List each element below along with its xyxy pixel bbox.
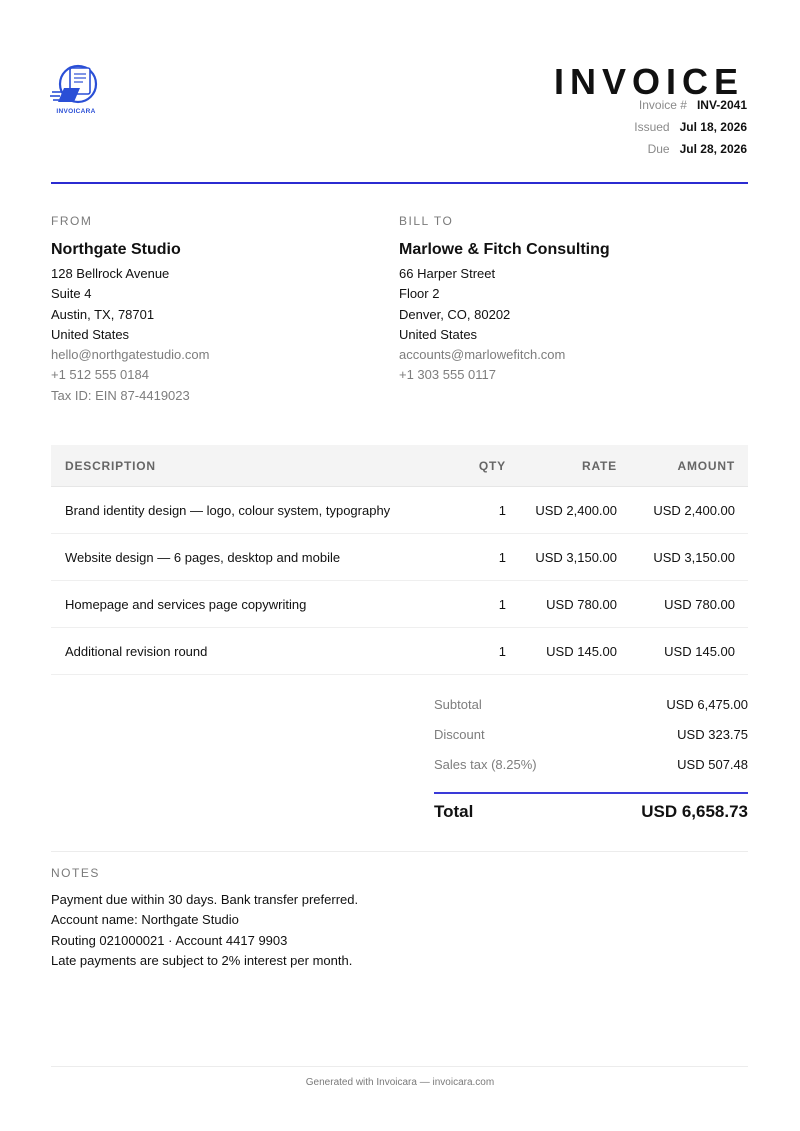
- bill-to-address-line: Denver, CO, 80202: [399, 306, 511, 322]
- row-description: Homepage and services page copywriting: [65, 596, 307, 612]
- header-amount: AMOUNT: [677, 458, 735, 473]
- header-qty: QTY: [478, 458, 506, 473]
- from-address-line: Suite 4: [51, 286, 92, 302]
- row-rate: USD 3,150.00: [535, 549, 617, 565]
- invoice-meta: [497, 98, 747, 164]
- from-address-line: United States: [51, 326, 130, 342]
- notes-divider: [51, 851, 748, 852]
- total-divider: [434, 792, 748, 794]
- tax-row: [434, 750, 748, 780]
- bill-to-label: BILL TO: [399, 214, 454, 228]
- line-items-table: [51, 445, 748, 675]
- issued-label: Issued: [634, 120, 670, 134]
- bill-to-address-line: 66 Harper Street: [399, 266, 496, 281]
- subtotal-value: USD 6,475.00: [666, 697, 748, 712]
- grand-total-row: [434, 802, 748, 822]
- from-label: FROM: [51, 214, 93, 228]
- row-rate: USD 145.00: [546, 643, 617, 659]
- invoice-number-row: [497, 98, 747, 120]
- bill-to-address-line: Floor 2: [399, 286, 440, 302]
- from-name: Northgate Studio: [51, 241, 181, 258]
- notes-label: NOTES: [51, 866, 100, 880]
- from-address-line: Austin, TX, 78701: [51, 306, 155, 322]
- from-phone: +1 512 555 0184: [51, 367, 149, 383]
- row-description: Brand identity design — logo, colour system, typography: [65, 502, 391, 518]
- bill-to-name: Marlowe & Fitch Consulting: [399, 241, 610, 258]
- from-email: hello@northgatestudio.com: [51, 347, 210, 363]
- due-date: Jul 28, 2026: [679, 142, 747, 156]
- brand-logo: [50, 62, 102, 118]
- issued-row: [497, 120, 747, 142]
- row-qty: 1: [498, 643, 506, 659]
- subtotal-label: Subtotal: [434, 697, 482, 712]
- discount-label: Discount: [434, 727, 485, 742]
- from-section: [51, 214, 371, 406]
- header-description: DESCRIPTION: [65, 458, 156, 473]
- notes-line: Account name: Northgate Studio: [51, 912, 239, 928]
- invoice-title: INVOICE: [553, 61, 744, 102]
- total-label: Total: [434, 802, 474, 821]
- invoice-number: INV-2041: [696, 98, 747, 112]
- table-row: [51, 534, 748, 581]
- notes-line: Late payments are subject to 2% interest per month.: [51, 952, 353, 968]
- notes-section: [51, 866, 651, 971]
- tax-value: USD 507.48: [677, 757, 748, 772]
- due-row: [497, 142, 747, 164]
- discount-row: [434, 720, 748, 750]
- row-amount: USD 2,400.00: [653, 502, 735, 518]
- invoice-logo-icon: [50, 62, 102, 108]
- bill-to-address-line: United States: [399, 326, 478, 342]
- tax-label: Sales tax (8.25%): [434, 757, 537, 772]
- table-row: [51, 628, 748, 675]
- table-header: [51, 445, 748, 487]
- notes-line: Payment due within 30 days. Bank transfer preferred.: [51, 892, 359, 907]
- bill-to-email: accounts@marlowefitch.com: [399, 347, 566, 363]
- footer-divider: [51, 1066, 748, 1067]
- row-description: Additional revision round: [65, 643, 208, 659]
- row-qty: 1: [498, 502, 506, 518]
- row-rate: USD 780.00: [546, 596, 617, 612]
- issued-date: Jul 18, 2026: [679, 120, 747, 134]
- header-divider: [51, 182, 748, 184]
- table-row: [51, 581, 748, 628]
- footer-text: Generated with Invoicara — invoicara.com: [305, 1077, 495, 1088]
- header-rate: RATE: [582, 458, 617, 473]
- table-row: [51, 487, 748, 534]
- row-description: Website design — 6 pages, desktop and mobile: [65, 549, 341, 565]
- bill-to-section: [399, 214, 719, 386]
- total-value: USD 6,658.73: [641, 802, 748, 821]
- row-amount: USD 3,150.00: [653, 549, 735, 565]
- from-address-line: 128 Bellrock Avenue: [51, 266, 170, 281]
- row-rate: USD 2,400.00: [535, 502, 617, 518]
- discount-value: USD 323.75: [677, 727, 748, 742]
- invoice-number-label: Invoice #: [638, 98, 687, 112]
- row-qty: 1: [498, 596, 506, 612]
- brand-logo-text: INVOICARA: [56, 108, 96, 115]
- row-qty: 1: [498, 549, 506, 565]
- subtotal-row: [434, 690, 748, 720]
- totals-section: [434, 690, 748, 780]
- row-amount: USD 145.00: [664, 643, 735, 659]
- from-tax-id: Tax ID: EIN 87-4419023: [51, 387, 190, 403]
- due-label: Due: [647, 142, 670, 156]
- notes-line: Routing 021000021 · Account 4417 9903: [51, 932, 288, 948]
- row-amount: USD 780.00: [664, 596, 735, 612]
- bill-to-phone: +1 303 555 0117: [399, 367, 496, 383]
